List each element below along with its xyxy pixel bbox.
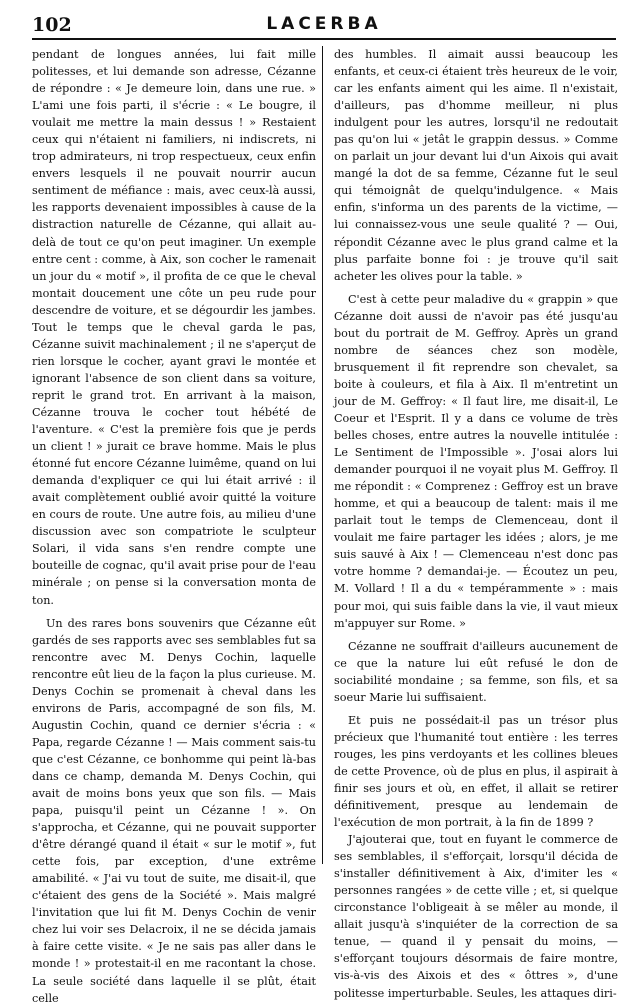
left-column xyxy=(32,46,316,1007)
header-rule xyxy=(32,38,616,40)
paragraph: pendant de longues années, lui fait mille politesses, et lui demande son adresse, Cézanne de répondre : « Je demeure loin, dans une rue. » L'ami une fois parti, il s'écrie : « Le bougre, il voulait me mettre la main dessus ! » Restaient ceux qui n'étaient ni familiers, ni indiscrets, ni trop admirateurs, ni trop respectueux, ceux enfin envers lesquels il ne pouvait nourrir aucun sentiment de méfiance : mais, avec ceux-là aussi, les rapports devenaient impossibles à cause de la distraction naturelle de Cézanne, qui allait au-delà de tout ce qu'on peut imaginer. Un exemple entre cent : comme, à Aix, son cocher le ramenait un jour du « motif », il profita de ce que le cheval montait doucement une côte un peu rude pour descendre de voiture, et se dégourdir les jambes. Tout le temps que le cheval garda le pas, Cézanne suivit machinalement ; il ne s'aperçut de rien lorsque le cocher, ayant gravi le montée et ignorant l'absence de son client dans sa voiture, reprit le grand trot. En arrivant à la maison, Cézanne trouva le cocher tout hébété de l'aventure. « C'est la première fois que je perds un client ! » jurait ce brave homme. Mais le plus étonné fut encore Cézanne luimême, quand on lui demanda d'expliquer ce qui lui était arrivé : il avait complètement oublié avoir quitté la voiture en cours de route. Une autre fois, au milieu d'une discussion avec son compatriote le sculpteur Solari, il vida sans s'en rendre compte une bouteille de cognac, qu'il avait prise pour de l'eau minérale ; on pense si la conversation monta de ton. xyxy=(32,48,316,607)
running-title: LACERBA xyxy=(266,14,382,34)
paragraph: C'est à cette peur maladive du « grappin » que Cézanne doit aussi de n'avoir pas été jusqu'au bout du portrait de M. Geffroy. Après un grand nombre de séances chez son modèle, brusquement il fit reprendre son chevalet, sa boite à couleurs, et fila à Aix. Il m'entretint un jour de M. Geffroy: « Il faut lire, me disait-il, Le Coeur et l'Esprit. Il y a dans ce volume de très belles choses, entre autres la nouvelle intitulée : Le Sentiment de l'Impossible ». J'osai alors lui demander pourquoi il ne voyait plus M. Geffroy. Il me répondit : « Comprenez : Geffroy est un brave homme, et qui a beaucoup de talent: mais il me parlait tout le temps de Clemenceau, dont il voulait me faire partager les idées ; alors, je me suis sauvé à Aix ! — Clemenceau n'est donc pas votre homme ? demandai-je. — Écoutez un peu, M. Vollard ! Il a du « tempérammente » : mais pour moi, qui suis faible dans la vie, il vaut mieux m'appuyer sur Rome. » xyxy=(334,292,618,630)
paragraph: Et puis ne possédait-il pas un trésor plus précieux que l'humanité tout entière : les terres rouges, les pins verdoyants et les collines bleues de cette Provence, où de plus en plus, il aspirait à finir ses jours et où, en effet, il allait se retirer définitivement, presque au lendemain de l'exécution de mon portrait, à la fin de 1899 ? xyxy=(334,713,618,830)
right-column xyxy=(334,46,618,1002)
page-number: 102 xyxy=(32,14,72,36)
paragraph: J'ajouterai que, tout en fuyant le commerce de ses semblables, il s'efforçait, lorsqu'il décida de s'installer définitivement à Aix, d'imiter les « personnes rangées » de cette ville ; et, si quelque circonstance l'obligeait à se mêler au monde, il allait jusqu'à s'inquiéter de la correction de sa tenue, — quand il y pensait du moins, — s'efforçant toujours désormais de faire montre, vis-à-vis des Aixois et des « ôttres », d'une politesse imperturbable. Seules, les attaques diri- xyxy=(334,833,618,1000)
page-header xyxy=(32,10,616,40)
paragraph: Cézanne ne souffrait d'ailleurs aucunement de ce que la nature lui eût refusé le don de sociabilité mondaine ; sa femme, son fils, et sa soeur Marie lui suffisaient. xyxy=(334,639,618,704)
paragraph: Un des rares bons souvenirs que Cézanne eût gardés de ses rapports avec ses semblables fut sa rencontre avec M. Denys Cochin, laquelle rencontre eût lieu de la façon la plus curieuse. M. Denys Cochin se promenait à cheval dans les environs de Paris, accompagné de son fils, M. Augustin Cochin, quand ce dernier s'écria : « Papa, regarde Cézanne ! — Mais comment sais-tu que c'est Cézanne, ce bonhomme qui peint là-bas dans ce champ, demanda M. Denys Cochin, qui avait de moins bons yeux que son fils. — Mais papa, puisqu'il peint un Cézanne ! ». On s'approcha, et Cézanne, qui ne pouvait supporter d'être dérangé quand il était « sur le motif », fut cette fois, par exception, d'une extrême amabilité. « J'ai vu tout de suite, me disait-il, que c'étaient des gens de la Société ». Mais malgré l'invitation que lui fit M. Denys Cochin de venir chez lui voir ses Delacroix, il ne se décida jamais à faire cette visite. « Je ne sais pas aller dans le monde ! » protestait-il en me racontant la chose. La seule société dans laquelle il se plût, était celle xyxy=(32,616,316,1005)
column-divider xyxy=(322,46,323,864)
paragraph: des humbles. Il aimait aussi beaucoup les enfants, et ceux-ci étaient très heureux de le voir, car les enfants aiment qui les aime. Il n'existait, d'ailleurs, pas d'homme meilleur, ni plus indulgent pour les autres, lorsqu'il ne redoutait pas qu'on lui « jetât le grappin dessus. » Comme on parlait un jour devant lui d'un Aixois qui avait mangé la dot de sa femme, Cézanne fut le seul qui témoignât de quelqu'indulgence. « Mais enfin, s'informa un des parents de la victime, — lui connaissez-vous une seule qualité ? — Oui, répondit Cézanne avec le plus grand calme et la plus parfaite bonne foi : je trouve qu'il sait acheter les olives pour la table. » xyxy=(334,48,618,283)
